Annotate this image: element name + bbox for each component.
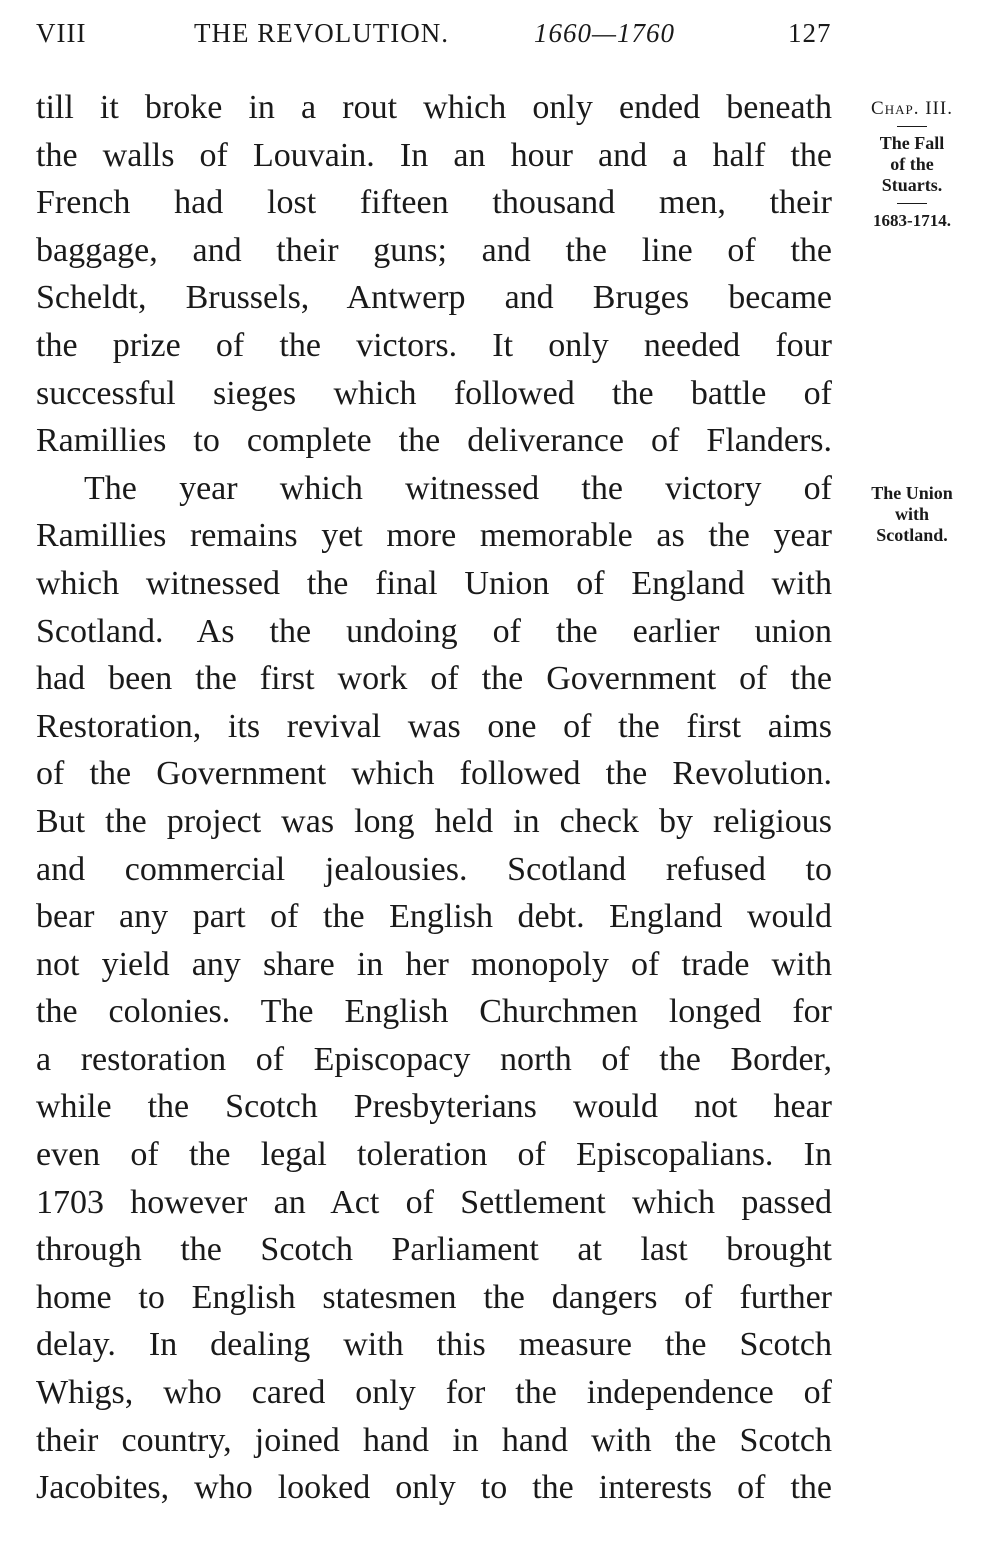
text-line: Scotland. As the undoing of the earlier union: [36, 612, 832, 650]
text-line: the colonies. The English Churchmen longed for: [36, 993, 832, 1031]
paragraph-2: [36, 465, 832, 1512]
running-title: THE REVOLUTION.: [194, 18, 449, 48]
text-line: of the Government which followed the Revolution.: [36, 755, 832, 793]
text-line: 1703 however an Act of Settlement which passed: [36, 1183, 832, 1221]
body-text: [36, 84, 832, 1512]
text-line: home to English statesmen the dangers of further: [36, 1278, 832, 1316]
text-line: bear any part of the English debt. England would: [36, 898, 832, 936]
text-line: a restoration of Episcopacy north of the Border,: [36, 1040, 832, 1078]
text-line: The year which witnessed the victory of: [84, 469, 832, 507]
text-line: delay. In dealing with this measure the Scotch: [36, 1326, 832, 1364]
text-line: baggage, and their guns; and the line of the: [36, 231, 832, 269]
running-dates: 1660—1760: [534, 18, 676, 48]
margin-note-chapter: [852, 98, 972, 231]
volume-number: VIII: [36, 18, 87, 48]
running-header: [36, 18, 836, 58]
text-line: Restoration, its revival was one of the first aims: [36, 707, 832, 745]
text-line: Whigs, who cared only for the independence of: [36, 1374, 832, 1412]
margin-note-union: [852, 483, 972, 546]
text-line: while the Scotch Presbyterians would not hear: [36, 1088, 832, 1126]
text-line: even of the legal toleration of Episcopalians. In: [36, 1136, 832, 1174]
text-line: the walls of Louvain. In an hour and a half the: [36, 136, 832, 174]
section-title-line: The Fall: [879, 133, 945, 153]
text-line: through the Scotch Parliament at last brought: [36, 1231, 832, 1269]
paragraph-1: [36, 84, 832, 465]
text-line: not yield any share in her monopoly of trade with: [36, 945, 832, 983]
page-number: 127: [788, 18, 832, 48]
text-line: till it broke in a rout which only ended beneath: [36, 89, 832, 126]
text-line: Ramillies remains yet more memorable as the year: [36, 517, 832, 555]
text-line: Jacobites, who looked only to the interests of the: [36, 1469, 832, 1507]
topic-line: with: [894, 504, 929, 524]
section-title-line: Stuarts.: [881, 175, 943, 195]
text-line: But the project was long held in check by religious: [36, 802, 832, 840]
text-line: Scheldt, Brussels, Antwerp and Bruges became: [36, 279, 832, 317]
section-title-line: of the: [890, 154, 934, 174]
year-range: 1683-1714.: [873, 211, 951, 230]
divider: [897, 203, 927, 204]
divider: [897, 126, 927, 127]
chapter-label: Chap. III.: [871, 98, 953, 119]
text-line: Ramillies to complete the deliverance of Flanders.: [36, 422, 832, 460]
text-line: had been the first work of the Government of the: [36, 660, 832, 698]
text-line: French had lost fifteen thousand men, their: [36, 184, 832, 222]
topic-line: Scotland.: [876, 525, 948, 545]
text-line: successful sieges which followed the battle of: [36, 374, 832, 412]
text-line: and commercial jealousies. Scotland refused to: [36, 850, 832, 888]
text-line: the prize of the victors. It only needed four: [36, 326, 832, 364]
text-line: which witnessed the final Union of England with: [36, 564, 832, 602]
text-line: their country, joined hand in hand with the Scotch: [36, 1421, 832, 1459]
topic-line: The Union: [871, 483, 953, 503]
